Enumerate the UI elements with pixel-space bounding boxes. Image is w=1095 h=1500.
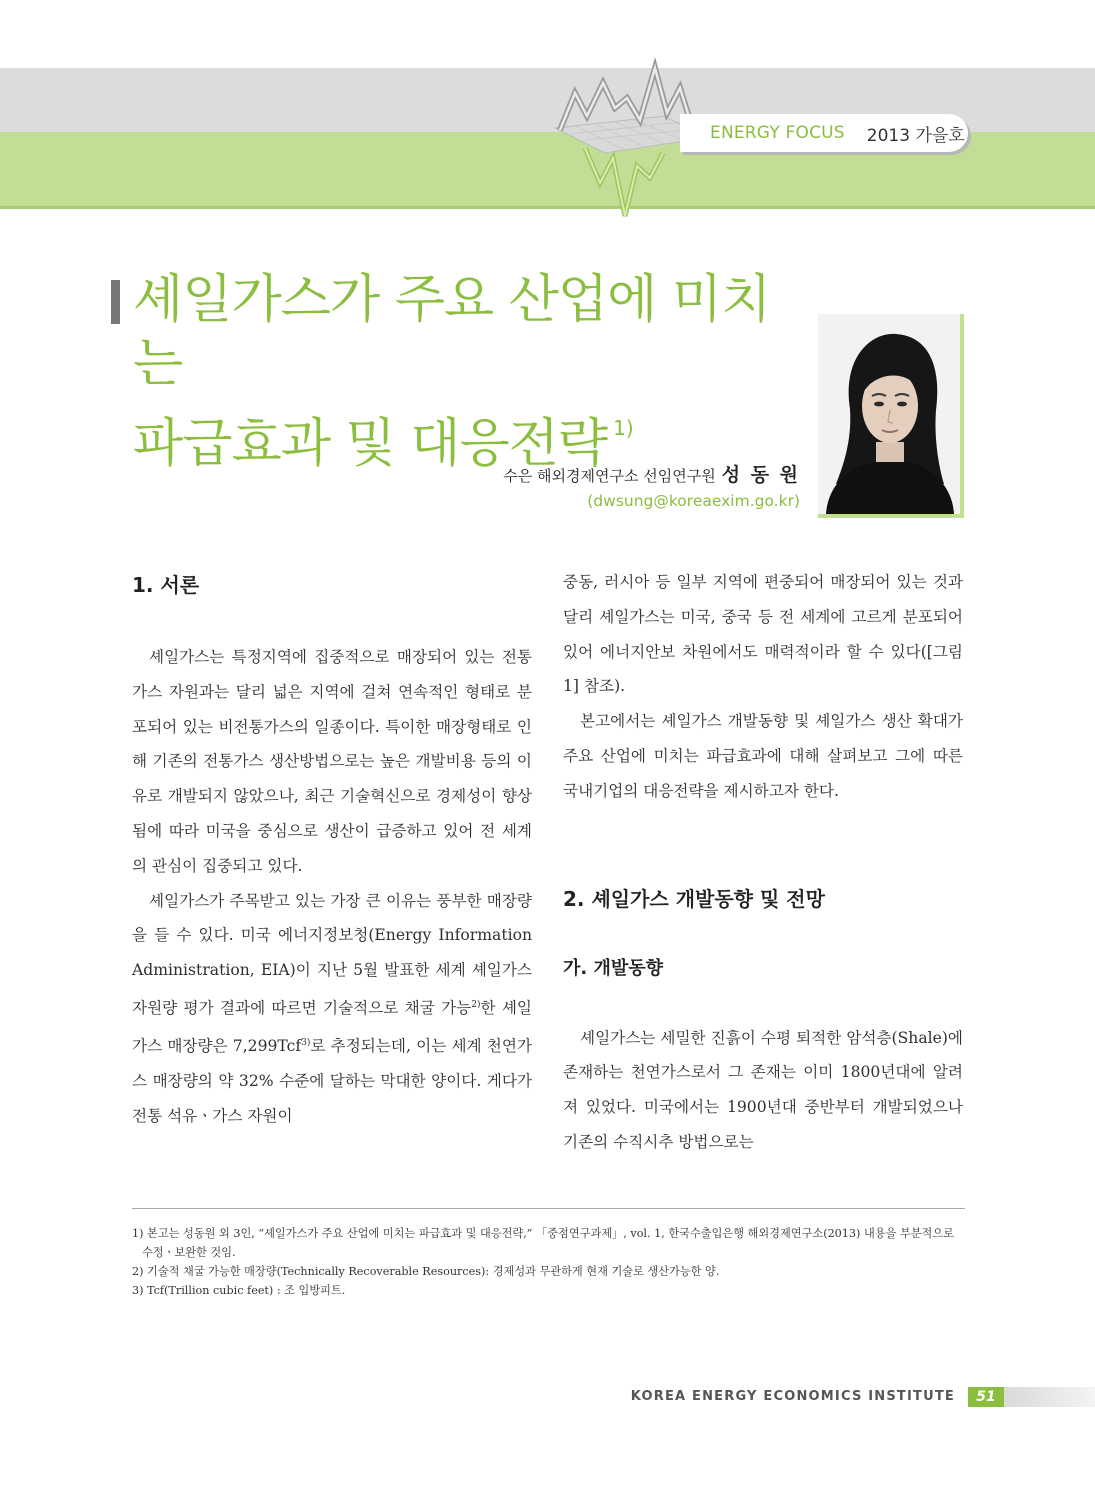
subsection-heading-trends: 가. 개발동향 [563, 957, 664, 979]
title-footnote-marker: 1) [613, 416, 634, 440]
footnote-ref-2: 2) [471, 999, 481, 1010]
author-portrait-icon [818, 314, 960, 514]
journal-issue-label [680, 114, 968, 152]
footnote-2: 2) 기술적 채굴 가능한 매장량(Technically Recoverable Resources): 경제성과 무관하게 현재 기술로 생산가능한 양. [132, 1265, 720, 1278]
section-heading-introduction: 1. 서론 [132, 573, 200, 597]
footnote-divider [132, 1208, 965, 1209]
author-affiliation: 수은 해외경제연구소 선임연구원 [503, 467, 716, 485]
paragraph-2-part-a: 셰일가스가 주목받고 있는 가장 큰 이유는 풍부한 매장량을 들 수 있다. 미국 에너지정보청(Energy Information Administration, EIA)이 지난 5월 발표한 세계 셰일가스 자원량 평가 결과에 따르면 기술적으로 채굴 가능 [132, 891, 532, 1018]
paragraph-5: 셰일가스는 세밀한 진흙이 수평 퇴적한 암석층(Shale)에 존재하는 천연가스로서 그 존재는 이미 1800년대에 알려져 있었다. 미국에서는 1900년대 중반부터 개발되었으나 기존의 수직시추 방법으로는 [563, 1028, 963, 1151]
footnote-1: 1) 본고는 성동원 외 3인, “셰일가스가 주요 산업에 미치는 파급효과 및 대응전략,” 「중점연구과제」, vol. 1, 한국수출입은행 해외경제연구소(2013) 내용을 부분적으로 [132, 1227, 954, 1240]
section-heading-development: 2. 셰일가스 개발동향 및 전망 [563, 886, 825, 911]
page-number: 51 [968, 1387, 1004, 1407]
author-byline [503, 460, 800, 487]
article-title-line1: 셰일가스가 주요 산업에 미치는 [133, 270, 771, 394]
title-marker-bar [111, 280, 120, 324]
author-name: 성 동 원 [721, 464, 800, 486]
footnote-3: 3) Tcf(Trillion cubic feet) : 조 입방피트. [132, 1284, 346, 1297]
body-column-left [132, 565, 532, 1134]
journal-issue: 2013 가을호 [866, 125, 965, 146]
journal-brand: ENERGY FOCUS [710, 123, 845, 143]
paragraph-2-part-c: 로 추정되는데, 이는 세계 천연가스 매장량의 약 32% 수준에 달하는 막대한 양이다. 게다가 전통 석유ㆍ가스 자원이 [132, 1037, 532, 1125]
article-title-line2: 파급효과 및 대응전략 [133, 414, 608, 474]
paragraph-3: 중동, 러시아 등 일부 지역에 편중되어 매장되어 있는 것과 달리 셰일가스는 미국, 중국 등 전 세계에 고르게 분포되어 있어 에너지안보 차원에서도 매력적이라 할 수 있다([그림 1] 참조). [563, 573, 963, 696]
author-email: (dwsung@koreaexim.go.kr) [587, 492, 800, 510]
body-column-right [563, 565, 963, 1160]
paragraph-2-part-b: 한 셰일가스 매장량은 7,299Tcf [132, 999, 533, 1056]
footnote-1-continued: 수정ㆍ보완한 것임. [142, 1246, 236, 1259]
footnote-ref-3: 3) [301, 1037, 311, 1048]
paragraph-1: 셰일가스는 특정지역에 집중적으로 매장되어 있는 전통가스 자원과는 달리 넓은 지역에 걸쳐 연속적인 형태로 분포되어 있는 비전통가스의 일종이다. 특이한 매장형태로 인해 기존의 전통가스 생산방법으로는 높은 개발비용 등의 이유로 개발되지 않았으나, 최근 기술혁신으로 경제성이 향상됨에 따라 미국을 중심으로 생산이 급증하고 있어 전 세계의 관심이 집중되고 있다. [132, 648, 532, 875]
author-photo [818, 314, 964, 518]
paragraph-2 [132, 884, 532, 1134]
paragraph-4: 본고에서는 셰일가스 개발동향 및 셰일가스 생산 확대가 주요 산업에 미치는 파급효과에 대해 살펴보고 그에 따른 국내기업의 대응전략을 제시하고자 한다. [563, 712, 963, 800]
article-title [133, 268, 803, 476]
footnotes [132, 1224, 972, 1300]
footer-institute-name: KOREA ENERGY ECONOMICS INSTITUTE [630, 1389, 955, 1404]
